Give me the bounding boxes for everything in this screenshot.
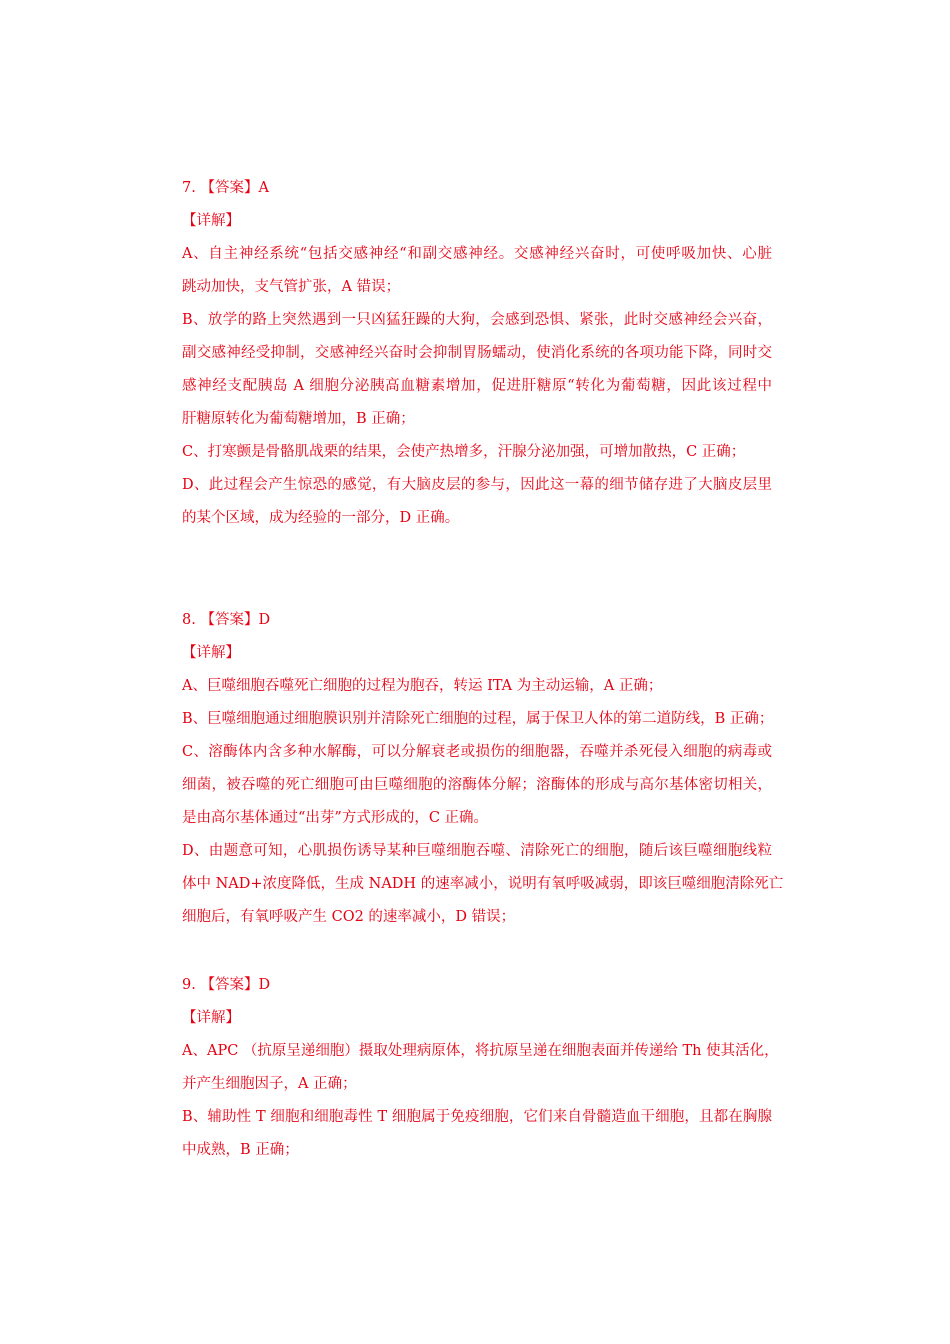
- explanation-line: C、溶酶体内含多种水解酶，可以分解衰老或损伤的细胞器，吞噬并杀死侵入细胞的病毒或: [182, 744, 772, 760]
- explanation-line: 细菌，被吞噬的死亡细胞可由巨噬细胞的溶酶体分解；溶酶体的形成与高尔基体密切相关，: [182, 777, 772, 793]
- explanation-line: A、APC （抗原呈递细胞）摄取处理病原体，将抗原呈递在细胞表面并传递给 Th 使其活化，: [182, 1043, 779, 1059]
- detail-label: 【详解】: [182, 645, 240, 661]
- explanation-line: 细胞后，有氧呼吸产生 CO2 的速率减小，D 错误；: [182, 909, 516, 925]
- answer-line: 8. 【答案】D: [182, 612, 271, 628]
- explanation-line: 感神经支配胰岛 A 细胞分泌胰高血糖素增加，促进肝糖原“转化为葡萄糖，因此该过程中: [182, 378, 772, 394]
- explanation-line: D、由题意可知，心肌损伤诱导某种巨噬细胞吞噬、清除死亡的细胞，随后该巨噬细胞线粒: [182, 843, 772, 859]
- explanation-line: 跳动加快，支气管扩张，A 错误；: [182, 279, 401, 295]
- answer-line: 7. 【答案】A: [182, 180, 269, 196]
- detail-label: 【详解】: [182, 1010, 240, 1026]
- explanation-line: 并产生细胞因子，A 正确；: [182, 1076, 357, 1092]
- answer-section-9: [182, 969, 779, 1167]
- explanation-line: 副交感神经受抑制，交感神经兴奋时会抑制胃肠蠕动，使消化系统的各项功能下降，同时交: [182, 345, 772, 361]
- explanation-line: 体中 NAD+浓度降低，生成 NADH 的速率减小，说明有氧呼吸减弱，即该巨噬细胞清除死亡: [182, 876, 784, 892]
- explanation-line: D、此过程会产生惊恐的感觉，有大脑皮层的参与，因此这一幕的细节储存进了大脑皮层里: [182, 477, 772, 493]
- explanation-line: A、自主神经系统“包括交感神经“和副交感神经。交感神经兴奋时，可使呼吸加快、心脏: [182, 246, 772, 262]
- explanation-line: C、打寒颤是骨骼肌战栗的结果，会使产热增多，汗腺分泌加强，可增加散热，C 正确；: [182, 444, 746, 460]
- detail-label: 【详解】: [182, 213, 240, 229]
- explanation-line: 是由高尔基体通过“出芽”方式形成的，C 正确。: [182, 810, 489, 826]
- explanation-line: 肝糖原转化为葡萄糖增加，B 正确；: [182, 411, 415, 427]
- answer-line: 9. 【答案】D: [182, 977, 271, 993]
- answer-section-7: [182, 172, 772, 535]
- explanation-line: 中成熟，B 正确；: [182, 1142, 299, 1158]
- answer-section-8: [182, 604, 784, 934]
- explanation-line: B、放学的路上突然遇到一只凶猛狂躁的大狗，会感到恐惧、紧张，此时交感神经会兴奋，: [182, 312, 772, 328]
- explanation-line: 的某个区域，成为经验的一部分，D 正确。: [182, 510, 460, 526]
- explanation-line: B、辅助性 T 细胞和细胞毒性 T 细胞属于免疫细胞，它们来自骨髓造血干细胞，且都在胸腺: [182, 1109, 772, 1125]
- explanation-line: B、巨噬细胞通过细胞膜识别并清除死亡细胞的过程，属于保卫人体的第二道防线，B 正确；: [182, 711, 774, 727]
- explanation-line: A、巨噬细胞吞噬死亡细胞的过程为胞吞，转运 ITA 为主动运输，A 正确；: [182, 678, 663, 694]
